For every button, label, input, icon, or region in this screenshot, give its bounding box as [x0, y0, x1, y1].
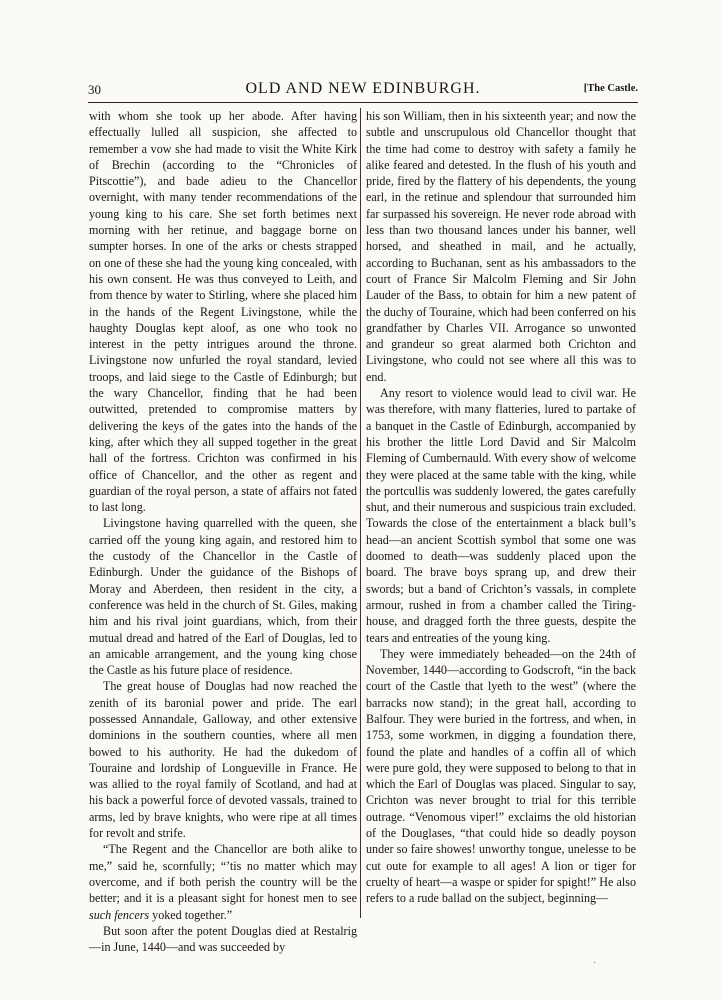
paragraph: But soon after the potent Douglas died at Restalrig—in June, 1440—and was succeeded by: [89, 923, 357, 955]
column-divider: [360, 108, 361, 918]
paragraph: They were immediately beheaded—on the 24th of November, 1440—according to Godscroft, “in the back court of the Castle that lyeth to the west” (where the barracks now stand); in the great hall, according to Balfour. They were buried in the fortress, and when, in 1753, some workmen, in digging a foundation there, found the plate and handles of a coffin all of which were pure gold, they were supposed to belong to that in which the Earl of Douglas was placed. Singular to say, Crichton was never brought to trial for this terrible outrage. “Venomous viper!” exclaims the old historian of the Douglases, “that could hide so deadly poyson under so faire showes! unworthy tongue, unelesse to be cut oute for example to all ages! A lion or tiger for cruelty of heart—a waspe or spider for spight!” He also refers to a rude ballad on the subject, beginning—: [366, 646, 636, 906]
quote-text-end: yoked together.”: [149, 907, 233, 922]
page-number: 30: [88, 82, 101, 97]
italic-phrase: such fencers: [89, 907, 150, 922]
paragraph: with whom she took up her abode. After having effectually lulled all suspicion, she affected to remember a vow she had made to visit the White Kirk of Brechin (according to the “Chronicles of Pitscottie”), and bade adieu to the Chancellor overnight, with many tender recommendations of the young king to his care. She set forth betimes next morning with her retinue, and baggage borne on sumpter horses. In one of the arks or chests strapped on one of these she had the young king concealed, with his own consent. He was thus conveyed to Leith, and from thence by water to Stirling, where she placed him in the hands of the Regent Livingstone, while the haughty Douglas kept aloof, as one who took no interest in the petty intrigues around the throne. Livingstone now unfurled the royal standard, levied troops, and laid siege to the Castle of Edinburgh; but the wary Chancellor, finding that he had been outwitted, pretended to compromise matters by delivering the keys of the gates into the hands of the king, after which they all supped together in the great hall of the fortress. Crichton was confirmed in his office of Chancellor, and the other as regent and guardian of the royal person, a state of affairs not fated to last long.: [89, 109, 357, 515]
paragraph: Livingstone having quarrelled with the queen, she carried off the young king again, and restored him to the custody of the Chancellor in the Castle of Edinburgh. Under the guidance of the Bishops of Moray and Aberdeen, then resident in the city, a conference was held in the church of St. Giles, making him and his rival joint guardians, which, from their mutual dread and hatred of the Earl of Douglas, led to an amicable arrangement, and the young king chose the Castle as his future place of residence.: [89, 516, 357, 678]
paragraph: Any resort to violence would lead to civil war. He was therefore, with many flatteries, lured to partake of a banquet in the Castle of Edinburgh, accompanied by his brother the little Lord David and Sir Malcolm Fleming of Cumbernauld. With every show of welcome they were placed at the same table with the king, while the portcullis was suddenly lowered, the gates carefully shut, and their numerous and suspicious train excluded. Towards the close of the entertainment a black bull’s head—an ancient Scottish symbol that some one was doomed to death—was suddenly placed upon the board. The brave boys sprang up, and drew their swords; but a band of Crichton’s vassals, in complete armour, rushed in from a chamber called the Tiring-house, and dragged forth the three guests, despite the tears and entreaties of the young king.: [366, 386, 637, 645]
left-column: [89, 108, 357, 955]
paragraph: [89, 841, 357, 922]
page-mark: ·: [593, 958, 597, 969]
section-label: [The Castle.: [583, 83, 638, 94]
running-header: [88, 80, 638, 103]
running-title: OLD AND NEW EDINBURGH.: [245, 80, 481, 97]
right-column: [366, 108, 636, 907]
paragraph: The great house of Douglas had now reached the zenith of its baronial power and pride. The earl possessed Annandale, Galloway, and other extensive dominions in the southern counties, where all men bowed to his authority. He had the dukedom of Touraine and lordship of Longueville in France. He was allied to the royal family of Scotland, and had at his back a powerful force of devoted vassals, trained to arms, led by brave knights, who were ripe at all times for revolt and strife.: [89, 679, 357, 841]
paragraph: his son William, then in his sixteenth year; and now the subtle and unscrupulous old Chancellor thought that the time had come to destroy with safety a family he alike feared and detested. In the flush of his youth and pride, fired by the flattery of his dependents, the young earl, in the retinue and splendour that surrounded him far surpassed his sovereign. He never rode abroad with less than two thousand lances under his banner, well horsed, and sheathed in mail, and he actually, according to Buchanan, sent as his ambassadors to the court of France Sir Malcolm Fleming and Sir John Lauder of the Bass, to obtain for him a new patent of the duchy of Touraine, which had been conferred on his grandfather by Charles VII. Arrogance so unwonted and grandeur so great alarmed both Crichton and Livingstone, who could not see where all this was to end.: [366, 109, 636, 384]
quote-text: “The Regent and the Chancellor are both alike to me,” said he, scornfully; “’tis no matter which may overcome, and if both perish the country will be the better; and it is a pleasant sight for honest men to see: [89, 842, 357, 906]
